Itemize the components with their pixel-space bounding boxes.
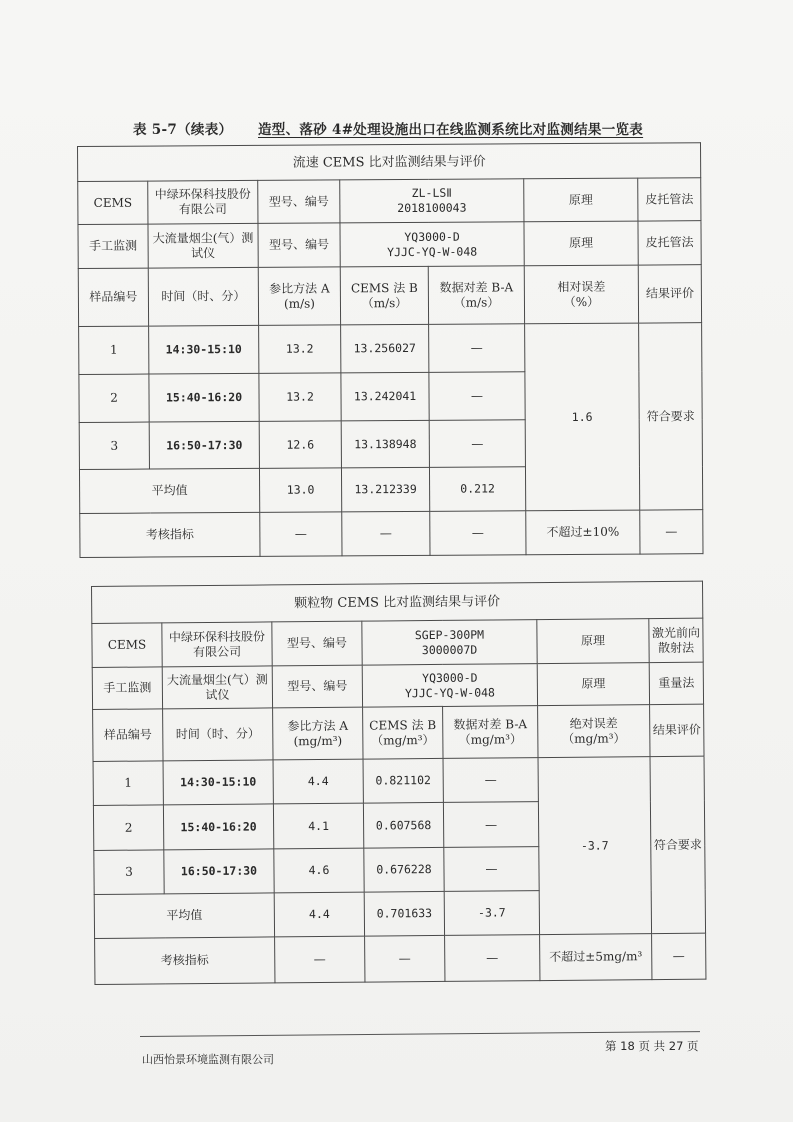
flow-header-method-a-unit: (m/s) <box>283 296 315 311</box>
particle-row1-diff: — <box>443 758 538 803</box>
particle-header-diff-text: 数据对差 B-A <box>453 716 528 732</box>
particle-cems-principle-label: 原理 <box>537 619 649 664</box>
particle-row2-no: 2 <box>93 805 163 851</box>
flow-cems-model-name: ZL-LSⅡ <box>411 185 452 200</box>
flow-row3-time: 16:50-17:30 <box>149 421 259 469</box>
particle-row3-diff: — <box>444 847 539 892</box>
particle-header-method-a-unit: (mg/m³) <box>293 733 343 748</box>
particle-manual-serial: YJJC-YQ-W-048 <box>404 684 496 700</box>
particle-header-sample: 样品编号 <box>93 709 163 762</box>
particle-manual-model-name: YQ3000-D <box>422 670 478 685</box>
particle-manual-label: 手工监测 <box>92 667 162 710</box>
particle-manual-device: 大流量烟尘(气）测试仪 <box>162 666 272 709</box>
particle-cems-vendor: 中绿环保科技股份有限公司 <box>162 622 272 667</box>
flow-row3-diff: — <box>429 420 525 468</box>
flow-row1-a: 13.2 <box>259 325 341 374</box>
particle-row3-time: 16:50-17:30 <box>164 849 274 894</box>
flow-cems-table <box>77 142 704 558</box>
flow-header-cems-b-unit: （m/s） <box>361 295 408 310</box>
particle-manual-model-label: 型号、编号 <box>272 665 362 708</box>
particle-index-b: — <box>365 935 445 982</box>
particle-index-label: 考核指标 <box>95 937 275 985</box>
particle-row3-b: 0.676228 <box>364 847 444 892</box>
particle-manual-model <box>362 664 537 708</box>
flow-cems-serial: 2018100043 <box>397 200 467 216</box>
flow-header-sample: 样品编号 <box>78 268 148 326</box>
particle-cems-model <box>362 620 537 666</box>
particle-index-diff: — <box>445 935 540 982</box>
particle-cems-model-label: 型号、编号 <box>272 621 362 666</box>
flow-row2-diff: — <box>429 372 525 421</box>
particle-cems-principle: 激光前向散射法 <box>649 618 703 662</box>
particle-section-title: 颗粒物 CEMS 比对监测结果与评价 <box>92 581 703 623</box>
flow-cems-vendor: 中绿环保科技股份有限公司 <box>148 180 258 224</box>
flow-index-diff: — <box>430 511 526 556</box>
particle-cems-serial: 3000007D <box>421 642 478 657</box>
page-number: 第 18 页 共 27 页 <box>605 1039 699 1053</box>
particle-header-error-text: 绝对误差 <box>569 715 618 731</box>
flow-manual-device: 大流量烟尘(气）测试仪 <box>148 223 258 268</box>
particle-header-diff <box>443 706 538 759</box>
particle-row1-time: 14:30-15:10 <box>163 760 273 805</box>
flow-section-title: 流速 CEMS 比对监测结果与评价 <box>78 143 701 182</box>
particle-row2-diff: — <box>443 802 538 848</box>
particle-avg-b: 0.701633 <box>364 891 444 936</box>
flow-header-error <box>524 265 638 324</box>
flow-header-error-unit: （%） <box>563 294 600 309</box>
flow-header-diff-text: 数据对差 B-A <box>439 279 514 295</box>
particle-row2-b: 0.607568 <box>363 802 443 848</box>
flow-manual-model-label: 型号、编号 <box>258 223 340 268</box>
particle-header-cems-b-unit: （mg/m³） <box>371 732 435 748</box>
table-caption <box>133 118 693 138</box>
flow-cems-model <box>340 179 524 223</box>
flow-row3-no: 3 <box>79 422 149 469</box>
particle-index-result: — <box>652 933 706 979</box>
particle-row3-a: 4.6 <box>274 848 364 893</box>
flow-header-error-text: 相对误差 <box>557 279 606 294</box>
table-number: 表 5-7（续表） <box>133 122 233 138</box>
footer-divider <box>140 1031 700 1037</box>
particle-header-error <box>538 705 650 758</box>
flow-header-diff-unit: （m/s） <box>453 294 500 310</box>
flow-row2-no: 2 <box>79 374 149 422</box>
flow-cems-principle-label: 原理 <box>524 178 638 222</box>
flow-header-diff <box>428 266 524 325</box>
particle-index-a: — <box>275 936 365 983</box>
flow-avg-b: 13.212339 <box>341 467 429 512</box>
particle-manual-principle-label: 原理 <box>537 663 649 706</box>
flow-row3-b: 13.138948 <box>341 420 429 468</box>
flow-row2-time: 15:40-16:20 <box>149 373 259 422</box>
flow-row1-no: 1 <box>79 326 149 374</box>
flow-manual-serial: YJJC-YQ-W-048 <box>387 244 478 259</box>
table-row <box>95 933 706 984</box>
flow-row1-diff: — <box>429 324 525 373</box>
particle-row1-a: 4.4 <box>273 759 363 804</box>
flow-error-value: 1.6 <box>525 323 640 511</box>
particle-cems-model-name: SGEP-300PM <box>414 627 485 642</box>
flow-row2-b: 13.242041 <box>341 372 429 421</box>
particle-row3-no: 3 <box>94 850 164 895</box>
particle-row1-no: 1 <box>93 761 163 806</box>
flow-manual-model <box>340 222 524 267</box>
flow-cems-label: CEMS <box>78 181 148 224</box>
flow-cems-principle: 皮托管法 <box>638 178 701 221</box>
flow-index-label: 考核指标 <box>80 512 260 557</box>
particle-error-value: -3.7 <box>538 757 652 935</box>
particle-avg-diff: -3.7 <box>444 891 539 936</box>
particle-cems-label: CEMS <box>92 623 162 668</box>
particle-header-diff-unit: （mg/m³） <box>458 731 523 747</box>
particle-avg-a: 4.4 <box>274 892 364 937</box>
table-row <box>79 323 702 375</box>
flow-manual-principle: 皮托管法 <box>638 221 701 265</box>
flow-row1-time: 14:30-15:10 <box>149 325 259 374</box>
particle-cems-table <box>91 581 707 985</box>
flow-row1-b: 13.256027 <box>341 324 429 373</box>
flow-avg-label: 平均值 <box>79 468 259 513</box>
flow-header-result: 结果评价 <box>638 265 701 323</box>
flow-manual-label: 手工监测 <box>78 224 148 268</box>
flow-header-method-a <box>258 267 340 325</box>
flow-row2-a: 13.2 <box>259 373 341 422</box>
particle-header-time: 时间（时、分） <box>163 708 273 761</box>
flow-avg-diff: 0.212 <box>429 467 525 512</box>
flow-index-b: — <box>342 511 430 556</box>
particle-avg-label: 平均值 <box>94 893 274 939</box>
particle-header-error-unit: （mg/m³） <box>562 730 626 746</box>
table-row <box>80 510 703 558</box>
flow-index-error: 不超过±10% <box>526 510 640 555</box>
particle-header-result: 结果评价 <box>650 704 704 756</box>
company-name: 山西怡景环境监测有限公司 <box>142 1053 274 1066</box>
flow-avg-a: 13.0 <box>259 468 341 513</box>
particle-result-value: 符合要求 <box>650 756 706 933</box>
flow-header-cems-b <box>340 266 428 325</box>
table-row <box>93 756 704 805</box>
flow-cems-model-label: 型号、编号 <box>258 180 340 224</box>
particle-row2-time: 15:40-16:20 <box>163 804 273 850</box>
particle-row1-b: 0.821102 <box>363 758 443 803</box>
particle-index-error: 不超过±5mg/m³ <box>540 934 652 981</box>
flow-header-method-a-text: 参比方法 A <box>269 280 330 296</box>
flow-index-result: — <box>640 510 703 554</box>
table-title: 造型、落砂 4#处理设施出口在线监测系统比对监测结果一览表 <box>258 122 644 138</box>
flow-row3-a: 12.6 <box>259 421 341 469</box>
flow-header-time: 时间（时、分） <box>148 267 258 326</box>
flow-manual-model-name: YQ3000-D <box>404 229 460 244</box>
particle-manual-principle: 重量法 <box>649 662 703 704</box>
flow-result-value: 符合要求 <box>639 323 703 510</box>
particle-header-method-a-text: 参比方法 A <box>287 718 349 733</box>
particle-header-cems-b-text: CEMS 法 B <box>369 717 437 733</box>
particle-header-cems-b <box>363 706 443 759</box>
flow-index-a: — <box>260 512 342 557</box>
particle-header-method-a <box>273 707 363 760</box>
particle-row2-a: 4.1 <box>273 803 363 849</box>
flow-header-cems-b-text: CEMS 法 B <box>350 280 418 295</box>
flow-manual-principle-label: 原理 <box>524 221 638 266</box>
